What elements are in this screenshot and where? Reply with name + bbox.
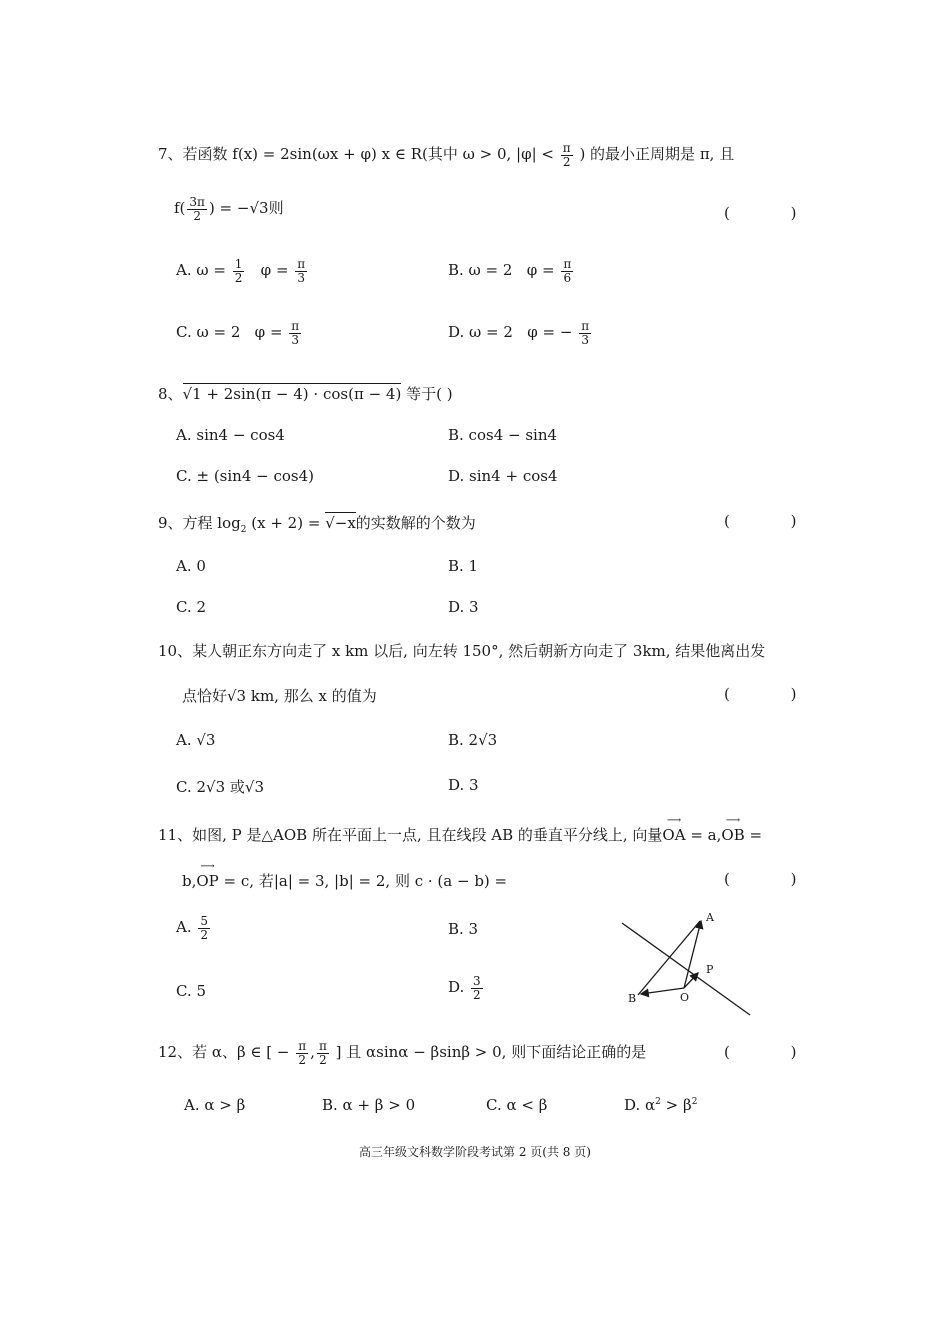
frac-num: π [563,257,572,271]
frac-num: π [298,1039,307,1053]
q11-option-d [448,975,485,1001]
q7-ze: 则 [268,199,284,218]
frac [561,258,573,284]
q12-option-d [624,1096,697,1114]
exponent: 2 [655,1097,661,1107]
q11-stem-line1 [158,824,762,845]
frac-den: 2 [562,154,571,169]
q7-sqrt3: √3 [249,199,269,218]
q10-option-d: D. 3 [448,776,479,794]
q12-answer-paren: ( ) [724,1043,825,1061]
q8-tail: 等于( ) [406,385,453,403]
label-a: A [706,911,714,924]
q7-3pi-over-2 [187,196,207,222]
q7-pi-over-2 [561,142,573,168]
q11-figure [612,905,762,1020]
q12-option-b: B. α + β > 0 [322,1096,416,1114]
frac-num: π [318,1039,327,1053]
q9-eq: (x + 2) = [251,514,321,532]
frac [233,258,245,284]
q11-eq-a: = a, [690,826,722,844]
frac-den: 2 [200,927,209,942]
q8-number: 8、 [158,385,183,403]
q7-answer-paren: ( ) [724,204,825,222]
frac-num: 3π [189,195,205,209]
q8-radical: √1 + 2sin(π − 4) · cos(π − 4) [182,385,402,403]
q11-text2: = c, 若|a| = 3, |b| = 2, 则 c · (a − b) = [223,872,508,890]
q7-f: f( [174,199,186,218]
q11-answer-paren: ( ) [724,870,825,888]
q10-option-b: B. 2√3 [448,731,498,749]
frac-num: π [297,257,306,271]
q9-log: 9、方程 log [158,514,241,532]
q9-option-c: C. 2 [176,598,207,616]
q7-equals: ) = − [208,199,250,218]
vector-ob: ⟶ OB [721,826,744,844]
q7-option-a [176,258,309,284]
opt-label: A. [176,918,192,937]
q11-stem-line2 [182,870,507,891]
frac-den: 2 [473,987,481,1002]
frac-den: 2 [319,1052,327,1067]
frac [296,1040,308,1066]
frac [289,320,301,346]
q9-log-base: 2 [240,525,247,535]
q8-option-c: C. ± (sin4 − cos4) [176,467,314,485]
frac-den: 3 [297,270,306,285]
frac-num: π [581,319,590,333]
vector-ob-arrow [641,988,684,994]
q8-option-d: D. sin4 + cos4 [448,467,558,485]
frac-num: π [562,141,571,155]
q7-stem-text: 7、若函数 f(x) = 2sin(ωx + φ) x ∈ R(其中 ω > 0, |φ| < [158,145,554,164]
frac [471,975,483,1001]
opt-text: D. α [624,1096,656,1114]
q10-stem-line2: 点恰好√3 km, 那么 x 的值为 [182,687,377,705]
q9-option-d: D. 3 [448,598,479,616]
page-footer: 高三年级文科数学阶段考试第 2 页(共 8 页) [359,1145,591,1159]
frac-den: 3 [581,332,589,347]
opt-phi: φ = [260,261,289,280]
q7-stem-line1 [158,142,734,168]
q7-option-b [448,258,575,284]
q8-option-a: A. sin4 − cos4 [176,426,285,444]
opt-label: A. ω = [176,261,226,280]
frac [198,915,210,941]
label-p: P [706,963,714,976]
q10-stem-line1: 10、某人朝正东方向走了 x km 以后, 向左转 150°, 然后朝新方向走了 3km, 结果他离出发 [158,642,766,660]
q7-option-c [176,320,303,346]
frac-den: 2 [234,270,243,285]
q11-b: b, [182,872,197,890]
q11-option-c: C. 5 [176,982,207,1000]
q12-comma: , [310,1043,315,1062]
q11-text: 11、如图, P 是△AOB 所在平面上一点, 且在线段 AB 的垂直平分线上, 向量 [158,826,663,844]
segment-ab [638,921,700,995]
exponent: 2 [691,1097,698,1107]
opt-label: C. ω = 2 [176,323,241,342]
q12-option-c: C. α < β [486,1096,548,1114]
opt-label: D. [448,978,465,997]
q11-option-b: B. 3 [448,920,479,938]
q9-answer-paren: ( ) [724,512,825,530]
frac-den: 2 [298,1052,307,1067]
frac-den: 6 [563,270,572,285]
vector-oa: ⟶ OA [662,826,685,844]
label-b: B [628,992,637,1005]
q9-tail: 的实数解的个数为 [355,514,476,532]
opt-phi: φ = [526,261,555,280]
frac-den: 3 [291,332,300,347]
opt-label: D. ω = 2 [448,323,513,342]
q9-stem [158,512,476,535]
q12-stem [158,1040,646,1066]
q10-option-c: C. 2√3 或√3 [176,778,264,796]
frac-num: 1 [234,257,243,271]
q8-option-b: B. cos4 − sin4 [448,426,558,444]
frac-den: 2 [193,208,201,223]
frac [295,258,307,284]
q10-answer-paren: ( ) [724,685,825,703]
frac-num: 5 [200,914,209,928]
label-o: O [680,991,690,1004]
opt-label: B. ω = 2 [448,261,513,280]
vector-op: ⟶ OP [196,872,218,890]
frac [317,1040,329,1066]
q9-option-a: A. 0 [176,557,206,575]
q11-eq: = [749,826,763,844]
q9-option-b: B. 1 [448,557,479,575]
q11-option-a [176,915,212,941]
frac-num: π [291,319,300,333]
frac [579,320,591,346]
q7-stem-tail: ) 的最小正周期是 π, 且 [579,145,735,164]
opt-phi: φ = − [527,323,573,342]
opt-phi: φ = [254,323,283,342]
frac-num: 3 [473,974,481,988]
q8-stem [158,383,453,404]
q12-option-a: A. α > β [184,1096,246,1114]
q7-stem-line2 [174,196,284,222]
q12-tail: ] 且 αsinα − βsinβ > 0, 则下面结论正确的是 [335,1043,647,1062]
q9-radical: √−x [325,514,356,532]
q7-option-d [448,320,593,346]
q12-text: 12、若 α、β ∈ [ − [158,1043,290,1062]
q10-option-a: A. √3 [176,731,216,749]
opt-text: > β [660,1096,692,1114]
